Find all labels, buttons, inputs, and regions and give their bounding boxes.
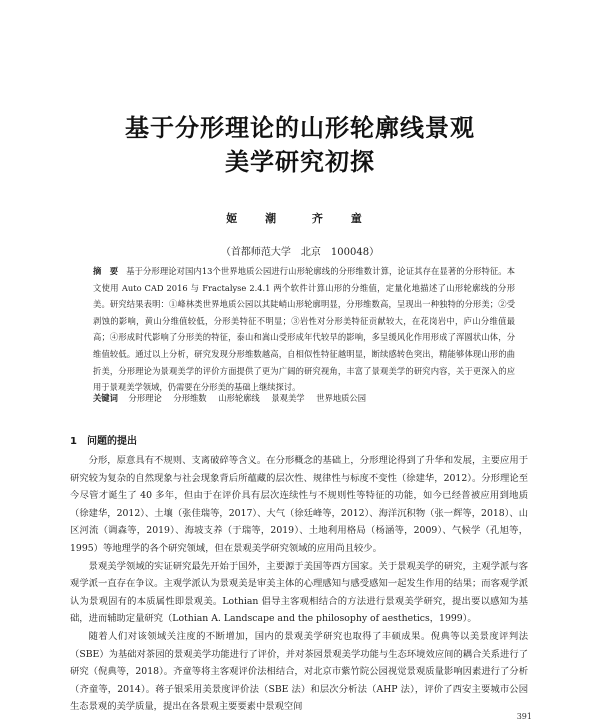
section-number: 1 <box>70 436 77 447</box>
page-number: 391 <box>516 712 532 721</box>
keyword: 景观美学 <box>271 393 305 403</box>
author-name: 齐 童 <box>311 212 374 225</box>
abstract-label: 摘 要 <box>93 266 119 276</box>
author-list <box>0 210 600 226</box>
author-name: 姬 潮 <box>226 212 289 225</box>
keyword: 分形理论 <box>128 393 162 403</box>
paper-title-line-2: 美学研究初探 <box>225 148 375 176</box>
keyword: 分形维数 <box>173 393 207 403</box>
section-heading <box>70 432 137 447</box>
abstract <box>93 263 515 396</box>
section-title: 问题的提出 <box>86 436 137 447</box>
body-text <box>70 452 528 716</box>
abstract-text: 基于分形理论对国内13个世界地质公园进行山形轮廓线的分形维数计算，论证其存在显著的分形特征。本文使用 Auto CAD 2016 与 Fractalyse 2.4.1 两个软件计算山形的分维值，定量化地描述了山形轮廓线的分形美。研究结果表明：①峰林类世界地质公园以其陡峭山形轮廓明显，分形维数高，呈现出一种独特的分形美；②受剥蚀的影响，黄山分维值较低，分形美特征不明显；③岩性对分形美特征贡献较大，在花岗岩中，庐山分维值最高；④形成时代影响了分形美的特征，泰山和嵩山受形成年代较早的影响，多呈缓风化作用形成了浑圆状山体，分维值较低。通过以上分析，研究发现分形维数越高，自相似性特征越明显，断续感转色突出，精能够体现山形的曲折美，分形理论为景观美学的评价方面提供了更为广阔的研究视角，丰富了景观美学的研究内容，关于更深入的应用于景观美学领域，仍需要在分形美的基础上继续探讨。 <box>93 266 515 393</box>
keyword: 世界地质公园 <box>316 393 367 403</box>
keyword: 山形轮廓线 <box>218 393 260 403</box>
body-paragraph: 分形，原意具有不规则、支离破碎等含义。在分形概念的基础上，分形理论得到了升华和发展，主要应用于研究较为复杂的自然现象与社会现象背后所蕴藏的层次性、规律性与标度不变性（徐建华，2012）。分形理论至今尽管才诞生了 40 多年，但由于在评价具有层次连续性与不规则性等特征的功能，如今已经普被应用到地质（徐建华，2012）、土壤（张佳瑞等，2017）、大气（徐廷峰等，2012）、海洋沉积物（张一辉等，2018）、山区河流（调森等，2019）、海坡支养（于瑞等，2019）、土地利用格局（杨涵等，2009）、气候学（孔旭等，1995）等地理学的各个研究领域，但在景观美学研究领域的应用尚且较少。 <box>70 455 528 554</box>
keywords-label: 关键词 <box>93 393 118 403</box>
keywords <box>93 392 523 404</box>
paper-title-line-1: 基于分形理论的山形轮廓线景观 <box>125 114 475 142</box>
body-paragraph: 随着人们对该领域关注度的不断增加，国内的景观美学研究也取得了丰硕成果。倪典等以美景度评判法（SBE）为基础对茶园的景观美学功能进行了评价，并对茶园景观美学功能与生态环境效应间的耦合关系进行了研究（倪典等，2018）。齐童等将主客观评价法相结合，对北京市紫竹院公园视觉景观质量影响因素进行了分析（齐童等，2014）。蒋子银采用美景度评价法（SBE 法）和层次分析法（AHP 法），评价了西安主要城市公园生态景观的美学质量，提出在各景观主要要素中景观空间 <box>70 630 528 713</box>
author-affiliation: （首都师范大学 北京 100048） <box>220 247 380 258</box>
body-paragraph: 景观美学领域的实证研究最先开始于国外，主要源于美国等西方国家。关于景观美学的研究，主观学派与客观学派一直存在争议。主观学派认为景观美是审美主体的心理感知与感受感知一起发生作用的结果；而客观学派认为景观固有的本质属性即景观美。Lothian 倡导主客观相结合的方法进行景观美学研究，提出要以感知为基础，进而辅助定量研究（Lothian A. Landscape and the philosophy of aesthetics，1999）。 <box>70 560 528 625</box>
